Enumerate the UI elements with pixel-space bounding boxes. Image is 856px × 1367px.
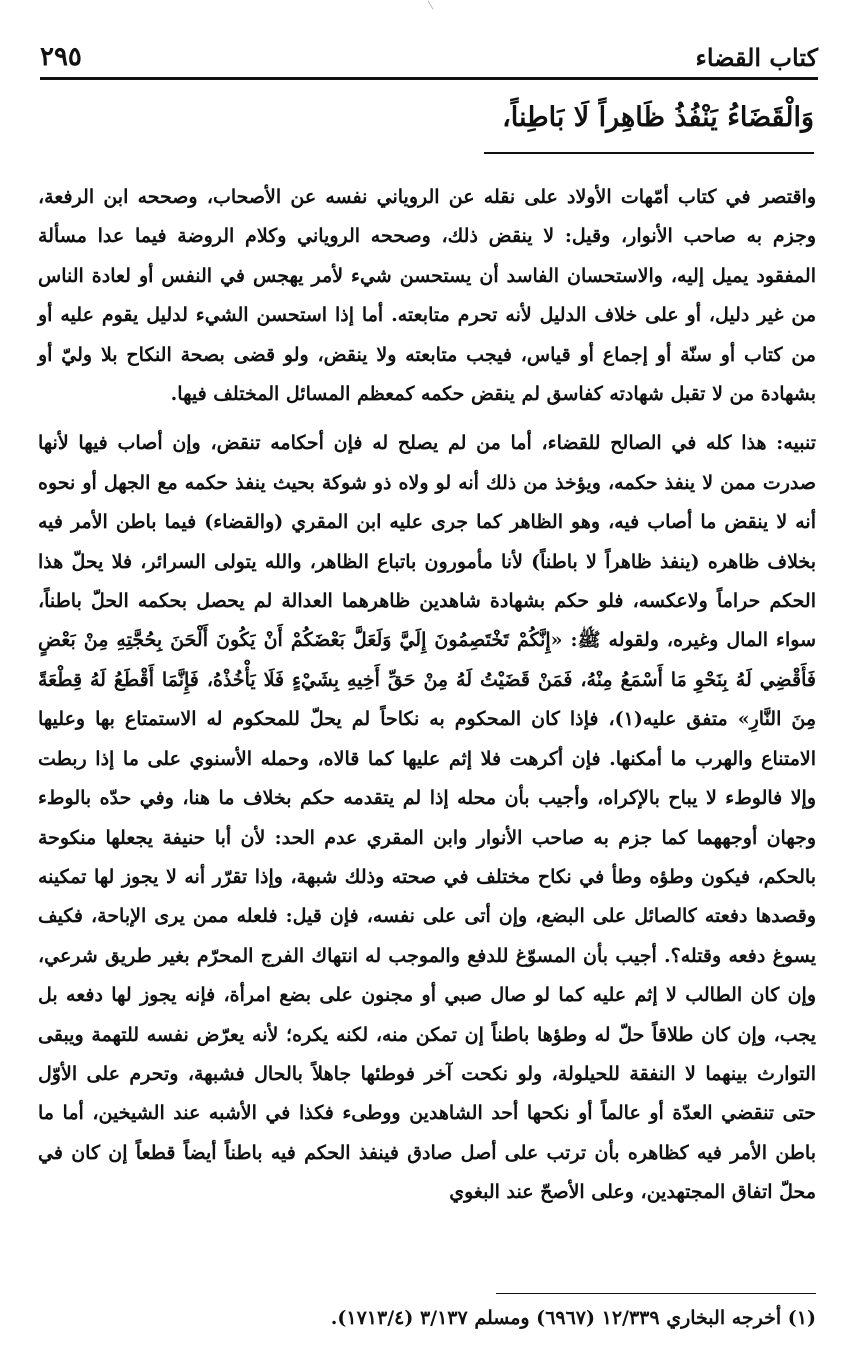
paragraph: تنبيه: هذا كله في الصالح للقضاء، أما من لم يصلح له فإن أحكامه تنقض، وإن أصاب فيها لأنها صدرت ممن لا ينفذ حكمه، ويؤخذ من ذلك أنه لو ولاه ذو شوكة بحيث ينفذ حكمه مع الجهل أو نحوه أنه لا ينقض ما أصاب فيه، وهو الظاهر كما جرى عليه ابن المقري (والقضاء) فيما باطن الأمر فيه بخلاف ظاهره (ينفذ ظاهراً لا باطناً) لأنا مأمورون باتباع الظاهر، والله يتولى السرائر، فلا يحلّ هذا الحكم حراماً ولاعكسه، فلو حكم بشهادة شاهدين ظاهرهما العدالة لم يحصل بحكمه الحلّ باطناً، سواء المال وغيره، ولقوله ﷺ: «إِنَّكُمْ تَخْتَصِمُونَ إِلَيَّ وَلَعَلَّ بَعْضَكُمْ أَنْ يَكُونَ أَلْحَنَ بِحُجَّتِهِ مِنْ بَعْضٍ فَأَقْضِي لَهُ بِنَحْوِ مَا أَسْمَعُ مِنْهُ، فَمَنْ قَضَيْتُ لَهُ مِنْ حَقِّ أَخِيهِ بِشَيْءٍ فَلَا يَأْخُذْهُ، فَإِنَّمَا أَقْطَعُ لَهُ قِطْعَةً مِنَ النَّارِ» متفق عليه(١)، فإذا كان المحكوم به نكاحاً لم يحلّ للمحكوم له الاستمتاع بها وعليها الامتناع والهرب ما أمكنها. فإن أكرهت فلا إثم عليها كما قالاه، وحمله الأسنوي على ما إذا ربطت وإلا فالوطء لا يباح بالإكراه، وأجيب بأن محله إذا لم يتقدمه حكم بخلاف ما هنا، وفي حدّه بالوطء وجهان أوجههما كما جزم به صاحب الأنوار وابن المقري عدم الحد: لأن أبا حنيفة يجعلها منكوحة بالحكم، فيكون وطؤه وطأ في نكاح مختلف في صحته وذلك شبهة، وإذا تقرّر أنه لا يجوز لها تمكينه وقصدها دفعته كالصائل على البضع، وإن أتى على نفسه، فإن قيل: فلعله ممن يرى الإباحة، فكيف يسوغ دفعه وقتله؟. أجيب بأن المسوّغ للدفع والموجب له انتهاك الفرج المحرّم بغير طريق شرعي، وإن كان الطالب لا إثم عليه كما لو صال صبي أو مجنون على بضع امرأة، فإنه يجوز لها دفعه بل يجب، وإن كان طلاقاً حلّ له وطؤها باطناً إن تمكن منه، لكنه يكره؛ لأنه يعرّض نفسه للتهمة ويبقى التوارث بينهما لا النفقة للحيلولة، ولو نكحت آخر فوطئها جاهلاً بالحال فشبهة، وتحرم على الأوّل حتى تنقضي العدّة أو عالماً أو نكحها أحد الشاهدين ووطىء فكذا في الأشبه عند الشيخين، أما ما باطن الأمر فيه كظاهره بأن ترتب على أصل صادق فينفذ الحكم فيه باطناً أيضاً قطعاً إن كان في محلّ اتفاق المجتهدين، وعلى الأصحّ عند البغوي: [38, 432, 816, 1204]
scan-artifact: [428, 0, 434, 9]
footnote: (١) أخرجه البخاري ١٢/٣٣٩ (٦٩٦٧) ومسلم ٣/١٣٧ (١٧١٣/٤).: [330, 1307, 816, 1329]
matn-text: وَالْقَضَاءُ يَنْفُذُ ظَاهِراً لَا بَاطِناً،: [502, 102, 814, 133]
chapter-title: كتاب القضاء: [695, 43, 818, 72]
commentary-body: [38, 178, 816, 1213]
footnote-divider: [496, 1293, 816, 1294]
paragraph: واقتصر في كتاب أمّهات الأولاد على نقله عن الروياني نفسه عن الأصحاب، وصححه ابن الرفعة، وجزم به صاحب الأنوار، وقيل: لا ينقض ذلك، وصححه الروياني وكلام الروضة فيما عدا مسألة المفقود يميل إليه، والاستحسان الفاسد أن يستحسن شيء لأمر يهجس في النفس أو لعادة الناس من غير دليل، أو على خلاف الدليل لأنه تحرم متابعته. أما إذا استحسن الشيء لدليل يقوم عليه أو من كتاب أو سنّة أو إجماع أو قياس، فيجب متابعته ولا ينقض، ولو قضى بصحة النكاح بلا وليّ أو بشهادة من لا تقبل شهادته كفاسق لم ينقض حكمه كمعظم المسائل المختلف فيها.: [38, 186, 816, 406]
header-divider: [40, 77, 818, 80]
running-header: [40, 30, 818, 72]
page-number: ٢٩٥: [40, 42, 82, 72]
matn-underline: [484, 152, 814, 154]
